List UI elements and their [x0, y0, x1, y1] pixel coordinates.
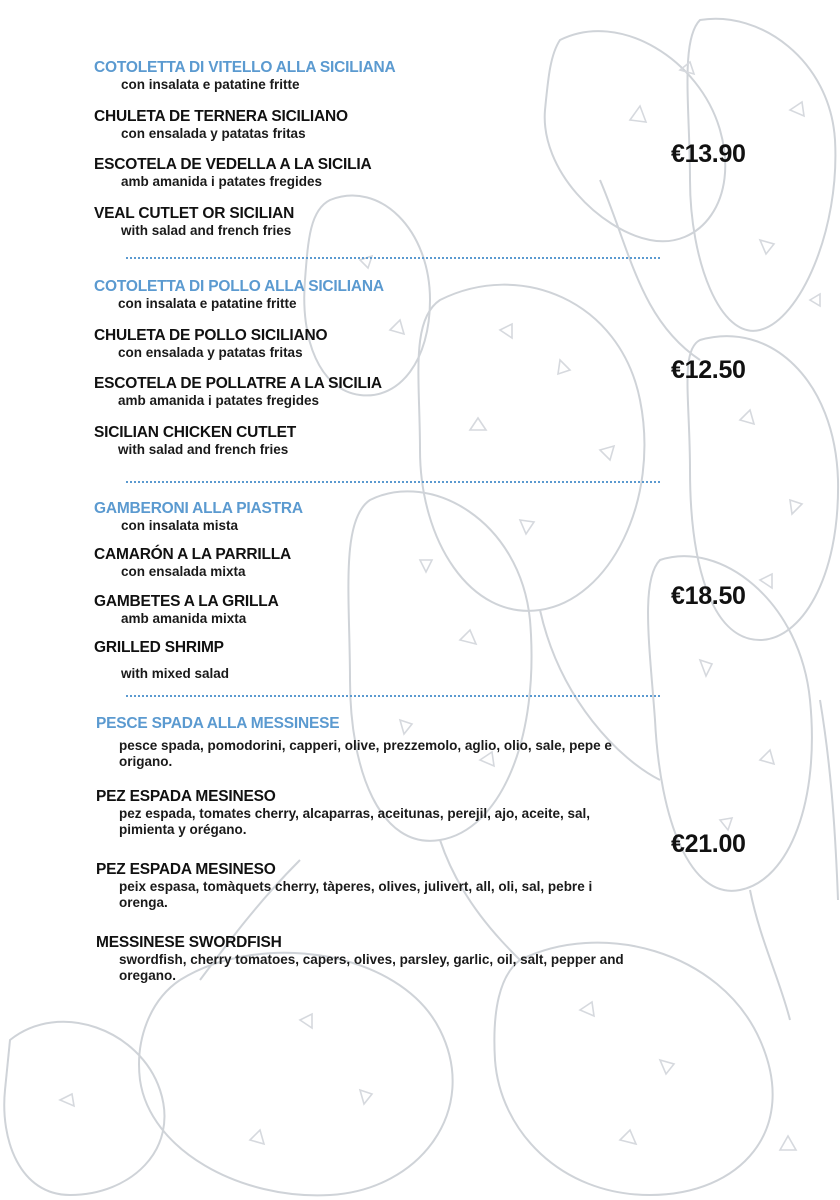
price-label: €18.50 — [671, 582, 746, 610]
item-title: GAMBETES A LA GRILLA — [94, 593, 279, 610]
item-description: with mixed salad — [121, 666, 230, 681]
menu-item — [94, 108, 348, 141]
item-description: con ensalada y patatas fritas — [118, 345, 303, 360]
item-title: ESCOTELA DE POLLATRE A LA SICILIA — [94, 375, 382, 392]
item-title: GRILLED SHRIMP — [94, 639, 224, 656]
item-title: SICILIAN CHICKEN CUTLET — [94, 424, 297, 441]
menu-item — [94, 593, 279, 626]
menu-item — [96, 861, 656, 911]
menu-item — [96, 715, 656, 770]
item-title: COTOLETTA DI POLLO ALLA SICILIANA — [94, 278, 384, 295]
item-title: PEZ ESPADA MESINESO — [96, 788, 276, 805]
item-description: peix espasa, tomàquets cherry, tàperes, olives, julivert, all, oli, sal, pebre i orenga. — [119, 879, 593, 910]
menu-item — [94, 546, 291, 579]
menu-item — [96, 934, 656, 984]
item-description: con insalata e patatine fritte — [118, 296, 297, 311]
section-divider — [126, 481, 660, 483]
item-description: con ensalada y patatas fritas — [121, 126, 306, 141]
item-description: amb amanida mixta — [121, 611, 247, 626]
item-title: VEAL CUTLET OR SICILIAN — [94, 205, 295, 222]
item-title: GAMBERONI ALLA PIASTRA — [94, 500, 303, 517]
menu-item — [94, 500, 303, 533]
item-description: amb amanida i patates fregides — [121, 174, 323, 189]
menu-item — [96, 788, 656, 838]
menu-item — [94, 205, 294, 238]
menu-item — [94, 375, 382, 408]
menu-section-chicken — [94, 278, 654, 468]
section-divider — [126, 257, 660, 259]
item-title: CHULETA DE POLLO SICILIANO — [94, 327, 328, 344]
menu-item — [94, 639, 229, 681]
item-title: CHULETA DE TERNERA SICILIANO — [94, 108, 348, 125]
item-title: PESCE SPADA ALLA MESSINESE — [96, 715, 340, 732]
item-description: amb amanida i patates fregides — [118, 393, 320, 408]
item-title: CAMARÓN A LA PARRILLA — [94, 546, 291, 563]
item-title: ESCOTELA DE VEDELLA A LA SICILIA — [94, 156, 372, 173]
menu-item — [94, 424, 296, 457]
menu-item — [94, 59, 396, 92]
item-title: COTOLETTA DI VITELLO ALLA SICILIANA — [94, 59, 396, 76]
menu-item — [94, 278, 384, 311]
menu-section-shrimp — [94, 500, 654, 690]
item-description: with salad and french fries — [121, 223, 292, 238]
item-description: pez espada, tomates cherry, alcaparras, aceitunas, perejil, ajo, aceite, sal, pimienta y orégano. — [119, 806, 590, 837]
menu-item — [94, 327, 327, 360]
item-title: MESSINESE SWORDFISH — [96, 934, 282, 951]
item-description: con insalata mista — [121, 518, 239, 533]
item-description: con ensalada mixta — [121, 564, 246, 579]
menu-item — [94, 156, 372, 189]
price-label: €12.50 — [671, 356, 746, 384]
menu-section-veal — [94, 59, 654, 249]
item-description: pesce spada, pomodorini, capperi, olive, prezzemolo, aglio, olio, sale, pepe e origano. — [119, 738, 612, 769]
item-description: with salad and french fries — [118, 442, 289, 457]
price-label: €13.90 — [671, 140, 746, 168]
item-description: swordfish, cherry tomatoes, capers, olives, parsley, garlic, oil, salt, pepper and oregano. — [119, 952, 624, 983]
item-description: con insalata e patatine fritte — [121, 77, 300, 92]
item-title: PEZ ESPADA MESINESO — [96, 861, 276, 878]
menu-section-swordfish — [96, 715, 656, 995]
price-label: €21.00 — [671, 830, 746, 858]
section-divider — [126, 695, 660, 697]
